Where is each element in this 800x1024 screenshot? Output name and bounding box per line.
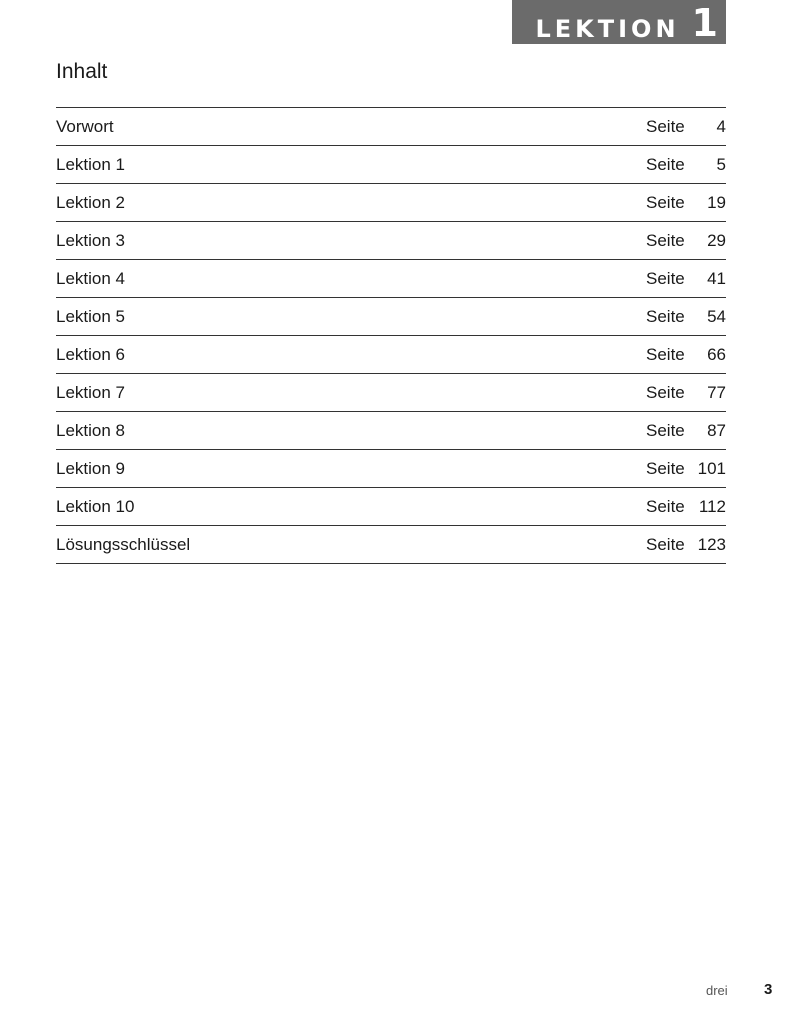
- toc-entry-label: Lektion 7: [56, 382, 125, 402]
- toc-seite-label: Seite: [646, 116, 685, 136]
- toc-row-vorwort[interactable]: [56, 108, 726, 146]
- toc-row-lektion-9[interactable]: [56, 450, 726, 488]
- toc-page-number: 19: [707, 192, 726, 212]
- toc-page-number: 54: [707, 306, 726, 326]
- toc-row-lektion-5[interactable]: [56, 298, 726, 336]
- toc-entry-label: Lektion 6: [56, 344, 125, 364]
- toc-seite-label: Seite: [646, 344, 685, 364]
- toc-entry-label: Vorwort: [56, 116, 114, 136]
- toc-seite-label: Seite: [646, 268, 685, 288]
- toc-row-lektion-6[interactable]: [56, 336, 726, 374]
- toc-page-number: 29: [707, 230, 726, 250]
- toc-page-number: 41: [707, 268, 726, 288]
- lektion-number: 1: [691, 1, 718, 45]
- toc-row-lektion-8[interactable]: [56, 412, 726, 450]
- toc-page-number: 112: [698, 496, 726, 516]
- toc-row-lektion-10[interactable]: [56, 488, 726, 526]
- lektion-label: LEKTION: [535, 15, 680, 43]
- toc-row-lektion-2[interactable]: [56, 184, 726, 222]
- toc-page-number: 77: [707, 382, 726, 402]
- toc-entry-label: Lektion 8: [56, 420, 125, 440]
- toc-row-lektion-4[interactable]: [56, 260, 726, 298]
- lektion-header-tab: [512, 0, 726, 44]
- toc-entry-label: Lektion 2: [56, 192, 125, 212]
- toc-page-number: 4: [716, 116, 726, 136]
- toc-entry-label: Lösungsschlüssel: [56, 534, 191, 554]
- toc-entry-label: Lektion 9: [56, 458, 125, 478]
- toc-seite-label: Seite: [646, 496, 685, 516]
- toc-seite-label: Seite: [646, 382, 685, 402]
- toc-row-lektion-7[interactable]: [56, 374, 726, 412]
- toc-seite-label: Seite: [646, 534, 685, 554]
- toc-entry-label: Lektion 4: [56, 268, 125, 288]
- table-of-contents: [56, 107, 726, 564]
- toc-seite-label: Seite: [646, 192, 685, 212]
- footer-page-number: 3: [764, 981, 773, 998]
- toc-entry-label: Lektion 3: [56, 230, 125, 250]
- toc-entry-label: Lektion 5: [56, 306, 125, 326]
- toc-page-number: 101: [697, 458, 726, 478]
- footer-page-word: drei: [706, 983, 728, 998]
- toc-row-lektion-3[interactable]: [56, 222, 726, 260]
- toc-seite-label: Seite: [646, 420, 685, 440]
- toc-page-number: 66: [707, 344, 726, 364]
- toc-seite-label: Seite: [646, 306, 685, 326]
- toc-page-number: 5: [716, 154, 726, 174]
- toc-row-loesungsschluessel[interactable]: [56, 526, 726, 564]
- toc-seite-label: Seite: [646, 458, 685, 478]
- toc-entry-label: Lektion 1: [56, 154, 125, 174]
- toc-seite-label: Seite: [646, 154, 685, 174]
- page-title: Inhalt: [56, 60, 108, 83]
- toc-seite-label: Seite: [646, 230, 685, 250]
- toc-entry-label: Lektion 10: [56, 496, 135, 516]
- toc-page-number: 87: [707, 420, 726, 440]
- toc-page-number: 123: [697, 534, 726, 554]
- toc-row-lektion-1[interactable]: [56, 146, 726, 184]
